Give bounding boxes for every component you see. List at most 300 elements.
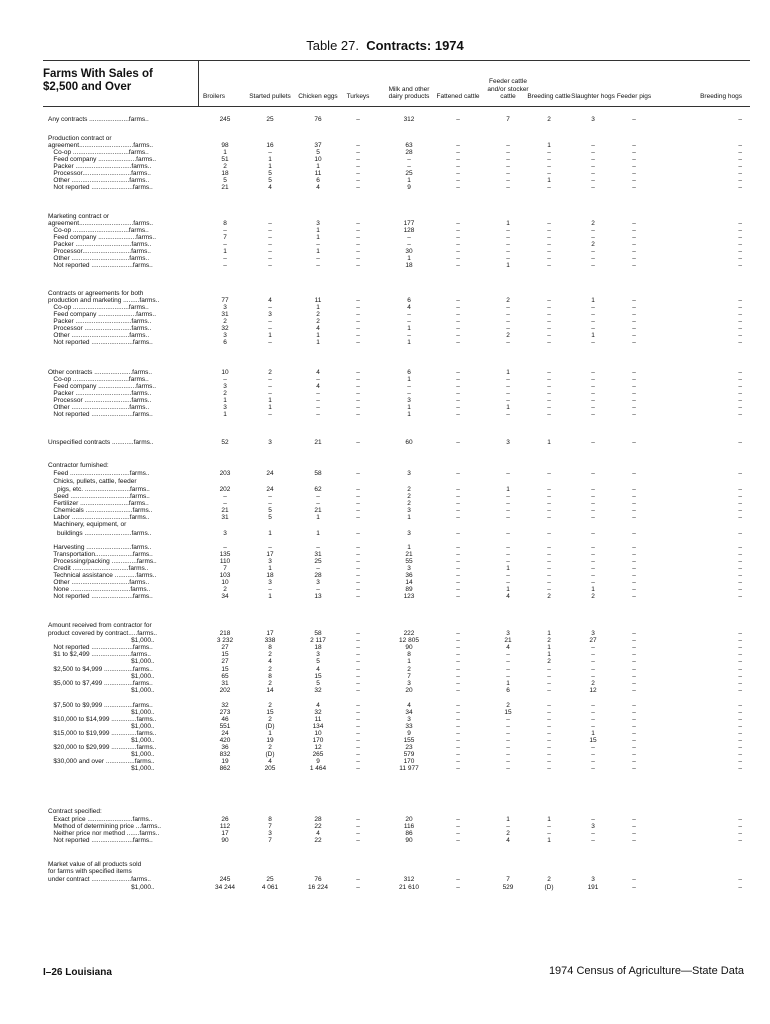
table-cell: 2	[223, 390, 227, 397]
table-cell: 21	[314, 507, 322, 514]
table-cell: –	[547, 486, 551, 493]
table-cell: –	[632, 644, 636, 651]
table-cell: –	[632, 558, 636, 565]
stub-divider	[198, 60, 199, 107]
table-cell: 11	[314, 297, 322, 304]
row-label: Contract specified:	[48, 808, 102, 815]
table-cell: –	[356, 255, 360, 262]
table-cell: –	[738, 816, 742, 823]
row-label: Chemicals ..........................farms..	[48, 507, 153, 514]
table-cell: –	[456, 644, 460, 651]
table-cell: 5	[316, 658, 320, 665]
row-label: Amount received from contractor for	[48, 622, 152, 629]
table-cell: 245	[219, 116, 231, 123]
table-cell: –	[547, 262, 551, 269]
table-cell: 2	[316, 318, 320, 325]
table-cell: 31	[314, 551, 322, 558]
row-label: Processing/packing ..............farms..	[48, 558, 157, 565]
table-cell: –	[407, 241, 411, 248]
row-label: Co-op ...............................farms..	[48, 227, 149, 234]
table-cell: –	[456, 376, 460, 383]
table-cell: 1	[223, 149, 227, 156]
table-cell: –	[591, 765, 595, 772]
table-cell: –	[738, 500, 742, 507]
row-label: Processor...........................farms..	[48, 248, 151, 255]
table-cell: 1	[316, 339, 320, 346]
table-cell: –	[547, 500, 551, 507]
table-cell: 2	[223, 586, 227, 593]
table-cell: –	[591, 149, 595, 156]
table-cell: 4 061	[261, 884, 279, 891]
row-label: Production contract or	[48, 135, 112, 142]
table-cell: 3	[407, 507, 411, 514]
table-cell: –	[506, 376, 510, 383]
table-cell: 3	[407, 680, 411, 687]
row-label: Co-op ...............................farms..	[48, 149, 149, 156]
table-cell: –	[738, 637, 742, 644]
table-cell: 128	[403, 227, 415, 234]
table-cell: –	[356, 530, 360, 537]
table-cell: –	[591, 411, 595, 418]
table-cell: –	[356, 262, 360, 269]
table-cell: 18	[266, 572, 274, 579]
table-cell: 6	[316, 177, 320, 184]
table-cell: 1	[506, 586, 510, 593]
row-label: Technical assistance ............farms..	[48, 572, 157, 579]
table-cell: 3	[268, 558, 272, 565]
table-cell: 3	[407, 470, 411, 477]
table-cell: –	[547, 530, 551, 537]
table-cell: –	[268, 234, 272, 241]
table-cell: –	[268, 376, 272, 383]
table-cell: 4	[268, 758, 272, 765]
table-cell: 15	[504, 709, 512, 716]
table-cell: 1	[316, 530, 320, 537]
row-label: $1,000..	[48, 723, 155, 730]
table-cell: 18	[314, 644, 322, 651]
column-header: Breeding hogs	[700, 92, 742, 100]
table-cell: –	[356, 493, 360, 500]
table-cell: 21	[504, 637, 512, 644]
table-cell: 312	[403, 116, 415, 123]
row-label: Not reported .......................farms..	[48, 593, 153, 600]
table-cell: –	[268, 241, 272, 248]
table-cell: –	[591, 830, 595, 837]
table-cell: 1	[268, 404, 272, 411]
table-cell: 205	[264, 765, 276, 772]
table-cell: –	[456, 369, 460, 376]
table-cell: 2	[591, 220, 595, 227]
table-cell: 22	[314, 837, 322, 844]
table-cell: –	[632, 397, 636, 404]
table-cell: –	[591, 837, 595, 844]
table-cell: –	[456, 507, 460, 514]
table-cell: –	[456, 593, 460, 600]
table-cell: –	[738, 163, 742, 170]
table-cell: –	[632, 751, 636, 758]
row-label: $1,000..	[48, 687, 155, 694]
table-cell: –	[738, 593, 742, 600]
table-cell: 27	[221, 644, 229, 651]
table-cell: 9	[316, 758, 320, 765]
table-cell: –	[547, 551, 551, 558]
table-cell: –	[356, 304, 360, 311]
row-label: Other ................................farms..	[48, 579, 150, 586]
table-cell: –	[456, 744, 460, 751]
table-cell: –	[506, 390, 510, 397]
row-label: Processor...........................farms..	[48, 170, 151, 177]
table-cell: 1	[407, 325, 411, 332]
table-cell: 862	[219, 765, 231, 772]
table-cell: 2	[407, 493, 411, 500]
table-cell: –	[632, 493, 636, 500]
table-cell: –	[506, 156, 510, 163]
table-cell: 7	[268, 823, 272, 830]
table-cell: –	[738, 823, 742, 830]
table-cell: –	[356, 551, 360, 558]
table-cell: –	[591, 579, 595, 586]
table-cell: –	[591, 709, 595, 716]
table-cell: –	[456, 658, 460, 665]
table-cell: –	[547, 241, 551, 248]
table-cell: 1	[268, 530, 272, 537]
table-cell: –	[506, 470, 510, 477]
table-cell: 7	[268, 837, 272, 844]
table-cell: –	[547, 156, 551, 163]
table-cell: –	[456, 220, 460, 227]
table-cell: –	[591, 666, 595, 673]
table-cell: –	[268, 304, 272, 311]
row-label: $1,000..	[48, 751, 155, 758]
row-label: $1,000..	[48, 737, 155, 744]
table-cell: 3	[407, 397, 411, 404]
table-cell: 1	[407, 255, 411, 262]
table-cell: 24	[266, 486, 274, 493]
table-cell: –	[738, 156, 742, 163]
table-cell: –	[356, 241, 360, 248]
table-cell: 5	[316, 680, 320, 687]
table-cell: 37	[314, 142, 322, 149]
table-cell: –	[356, 737, 360, 744]
table-cell: –	[456, 163, 460, 170]
column-header: Milk and other dairy products	[388, 85, 430, 100]
table-cell: 202	[219, 687, 231, 694]
table-cell: –	[738, 666, 742, 673]
table-cell: 1	[547, 651, 551, 658]
table-cell: 26	[221, 816, 229, 823]
row-label: $1,000..	[48, 884, 155, 891]
table-cell: 62	[314, 486, 322, 493]
table-cell: –	[632, 227, 636, 234]
table-cell: –	[506, 255, 510, 262]
table-cell: –	[456, 304, 460, 311]
table-cell: 2	[268, 680, 272, 687]
table-cell: –	[738, 220, 742, 227]
table-cell: –	[632, 383, 636, 390]
table-cell: –	[738, 630, 742, 637]
table-cell: 1	[223, 397, 227, 404]
table-cell: –	[591, 439, 595, 446]
table-cell: 1	[506, 220, 510, 227]
table-cell: 1	[506, 404, 510, 411]
table-cell: 170	[403, 758, 415, 765]
table-cell: –	[738, 572, 742, 579]
table-cell: –	[356, 876, 360, 883]
table-cell: 4	[268, 297, 272, 304]
stub-header-line-2: $2,500 and Over	[43, 81, 132, 93]
table-cell: –	[506, 744, 510, 751]
table-cell: 90	[405, 644, 413, 651]
table-cell: 170	[312, 737, 324, 744]
table-cell: –	[268, 227, 272, 234]
table-cell: –	[356, 325, 360, 332]
row-label: Unspecified contracts ............farms..	[48, 439, 154, 446]
table-cell: –	[356, 318, 360, 325]
table-cell: –	[547, 470, 551, 477]
table-cell: 8	[407, 651, 411, 658]
table-cell: 7	[223, 234, 227, 241]
table-cell: –	[547, 311, 551, 318]
table-cell: 14	[266, 687, 274, 694]
table-cell: –	[356, 702, 360, 709]
table-cell: 11	[314, 716, 322, 723]
table-cell: 1	[506, 816, 510, 823]
table-cell: –	[356, 572, 360, 579]
table-cell: –	[591, 177, 595, 184]
table-cell: –	[506, 411, 510, 418]
table-cell: –	[632, 716, 636, 723]
table-cell: 7	[223, 565, 227, 572]
table-cell: 134	[312, 723, 324, 730]
table-cell: –	[356, 411, 360, 418]
table-cell: 12 805	[399, 637, 419, 644]
table-cell: –	[738, 397, 742, 404]
table-cell: 218	[219, 630, 231, 637]
table-cell: –	[738, 149, 742, 156]
row-label: Not reported .......................farms..	[48, 837, 153, 844]
table-cell: 7	[506, 116, 510, 123]
table-cell: 5	[316, 149, 320, 156]
table-cell: –	[356, 142, 360, 149]
table-cell: –	[356, 227, 360, 234]
table-cell: –	[506, 544, 510, 551]
table-cell: –	[407, 318, 411, 325]
table-cell: –	[738, 709, 742, 716]
table-cell: –	[316, 255, 320, 262]
table-cell: –	[356, 837, 360, 844]
table-cell: –	[632, 651, 636, 658]
table-cell: 25	[314, 558, 322, 565]
column-header: Slaughter hogs	[571, 92, 615, 100]
table-cell: –	[356, 709, 360, 716]
table-cell: 1 464	[309, 765, 327, 772]
table-cell: –	[506, 572, 510, 579]
table-cell: –	[591, 234, 595, 241]
table-cell: 6	[407, 297, 411, 304]
table-cell: 1	[407, 411, 411, 418]
table-cell: 8	[223, 220, 227, 227]
table-cell: –	[268, 493, 272, 500]
row-label: Exact price .........................farms..	[48, 816, 153, 823]
table-cell: 1	[506, 486, 510, 493]
table-cell: –	[632, 149, 636, 156]
table-cell: –	[591, 325, 595, 332]
table-cell: –	[356, 651, 360, 658]
table-cell: 32	[221, 325, 229, 332]
table-cell: –	[356, 687, 360, 694]
table-cell: –	[506, 651, 510, 658]
table-cell: 21	[221, 184, 229, 191]
table-cell: –	[506, 149, 510, 156]
table-cell: 1	[268, 397, 272, 404]
table-cell: –	[456, 486, 460, 493]
table-cell: –	[407, 332, 411, 339]
column-header: Fattened cattle	[436, 92, 480, 100]
table-cell: –	[591, 751, 595, 758]
table-cell: 3	[506, 439, 510, 446]
row-label: Feed .................................farms..	[48, 470, 150, 477]
table-cell: –	[547, 234, 551, 241]
table-cell: 25	[266, 876, 274, 883]
table-cell: 155	[403, 737, 415, 744]
table-cell: –	[591, 716, 595, 723]
table-cell: –	[506, 514, 510, 521]
table-cell: –	[456, 390, 460, 397]
table-cell: –	[356, 751, 360, 758]
table-cell: –	[591, 304, 595, 311]
table-cell: –	[456, 297, 460, 304]
table-cell: –	[632, 744, 636, 751]
table-cell: –	[591, 163, 595, 170]
row-label: Packer ...............................farms..	[48, 241, 152, 248]
table-cell: 3	[223, 404, 227, 411]
table-cell: 3	[316, 579, 320, 586]
table-cell: –	[316, 404, 320, 411]
table-cell: –	[738, 470, 742, 477]
table-cell: 2	[268, 369, 272, 376]
table-cell: 36	[405, 572, 413, 579]
table-cell: 1	[547, 816, 551, 823]
table-cell: –	[223, 241, 227, 248]
table-cell: –	[356, 234, 360, 241]
row-label: None .................................farms..	[48, 586, 151, 593]
table-cell: –	[738, 730, 742, 737]
table-cell: –	[632, 884, 636, 891]
table-cell: –	[456, 666, 460, 673]
table-cell: 4	[316, 184, 320, 191]
table-cell: –	[632, 723, 636, 730]
table-cell: –	[456, 116, 460, 123]
table-cell: –	[738, 884, 742, 891]
table-cell: –	[356, 220, 360, 227]
table-cell: –	[356, 823, 360, 830]
table-cell: 4	[407, 702, 411, 709]
row-label: buildings ..........................farms..	[48, 530, 152, 537]
table-cell: 4	[316, 325, 320, 332]
table-cell: –	[356, 658, 360, 665]
table-cell: –	[738, 311, 742, 318]
row-label: Packer ...............................farms..	[48, 318, 152, 325]
table-cell: 1	[268, 730, 272, 737]
table-cell: –	[738, 687, 742, 694]
table-cell: 1	[506, 680, 510, 687]
table-cell: 2	[506, 830, 510, 837]
table-cell: –	[456, 579, 460, 586]
table-cell: 3	[316, 651, 320, 658]
stub-header	[43, 68, 153, 94]
table-cell: 9	[407, 184, 411, 191]
table-cell: 18	[221, 170, 229, 177]
table-cell: 2	[547, 637, 551, 644]
row-label: Packer ...............................farms..	[48, 163, 152, 170]
row-label: $1 to $2,499 ......................farms..	[48, 651, 151, 658]
table-cell: –	[632, 680, 636, 687]
table-cell: –	[738, 486, 742, 493]
table-cell: 13	[314, 593, 322, 600]
table-cell: 16	[266, 142, 274, 149]
table-cell: 28	[314, 816, 322, 823]
table-cell: –	[591, 565, 595, 572]
table-cell: 1	[506, 262, 510, 269]
row-label: $1,000..	[48, 709, 155, 716]
table-cell: –	[506, 248, 510, 255]
column-header: Feeder pigs	[616, 92, 652, 100]
table-cell: –	[738, 830, 742, 837]
table-cell: –	[591, 404, 595, 411]
table-cell: –	[591, 651, 595, 658]
table-cell: 8	[268, 673, 272, 680]
table-cell: –	[456, 514, 460, 521]
table-cell: 63	[405, 142, 413, 149]
row-label: pigs, etc. .........................farms..	[48, 486, 150, 493]
table-cell: –	[738, 142, 742, 149]
table-cell: 58	[314, 470, 322, 477]
table-cell: 4	[268, 658, 272, 665]
column-header: Started pullets	[249, 92, 291, 100]
table-cell: –	[356, 544, 360, 551]
table-cell: 18	[405, 262, 413, 269]
table-cell: 20	[405, 816, 413, 823]
table-cell: –	[632, 737, 636, 744]
table-cell: 135	[219, 551, 231, 558]
table-cell: –	[268, 500, 272, 507]
row-label: Feed company .....................farms..	[48, 156, 157, 163]
table-cell: –	[506, 234, 510, 241]
row-label: $10,000 to $14,999 ..............farms..	[48, 716, 157, 723]
table-cell: 2	[547, 116, 551, 123]
table-cell: –	[547, 666, 551, 673]
table-cell: –	[632, 730, 636, 737]
row-label: Not reported .......................farms..	[48, 184, 153, 191]
table-cell: –	[456, 500, 460, 507]
table-cell: 2	[591, 680, 595, 687]
table-cell: –	[506, 551, 510, 558]
table-cell: –	[547, 149, 551, 156]
table-cell: –	[738, 579, 742, 586]
table-cell: –	[356, 500, 360, 507]
table-cell: 338	[264, 637, 276, 644]
table-cell: –	[506, 723, 510, 730]
table-cell: –	[456, 637, 460, 644]
table-cell: 2	[268, 744, 272, 751]
table-cell: –	[407, 163, 411, 170]
table-cell: –	[738, 116, 742, 123]
table-cell: –	[738, 680, 742, 687]
table-cell: –	[632, 369, 636, 376]
table-cell: 420	[219, 737, 231, 744]
table-cell: –	[356, 744, 360, 751]
table-cell: 2	[591, 593, 595, 600]
